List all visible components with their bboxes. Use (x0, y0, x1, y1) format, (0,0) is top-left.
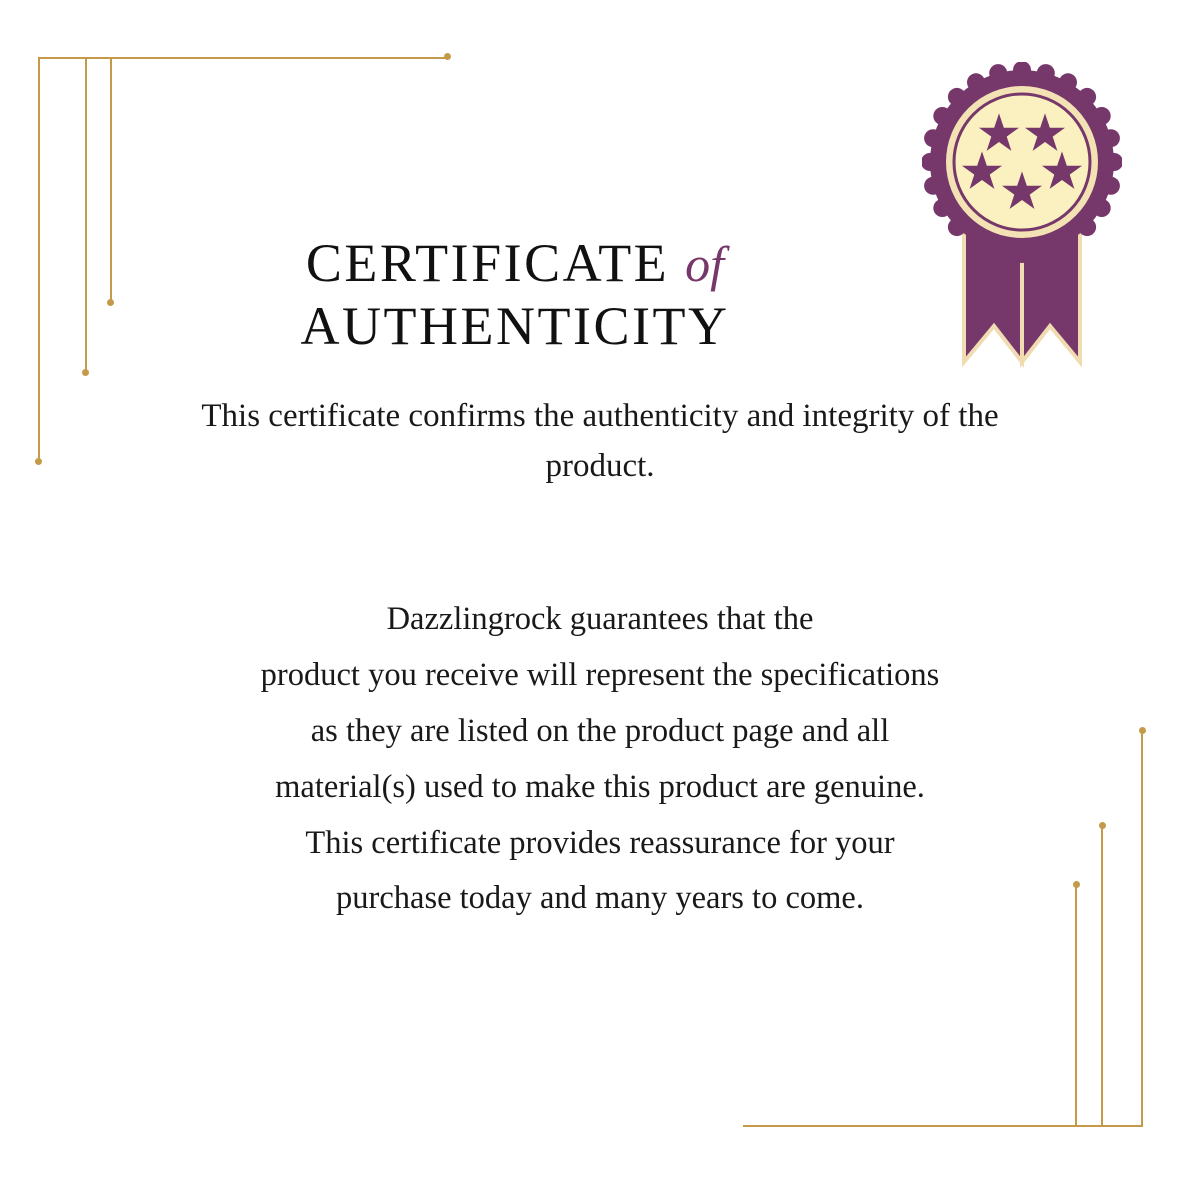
deco-line-horizontal (38, 57, 450, 59)
subtitle-line-1: This certificate confirms the authenticity and (201, 398, 795, 434)
title-italic-of: of (685, 236, 725, 292)
body-line: Dazzlingrock guarantees that the (386, 601, 814, 637)
body-line: product you receive will represent the specifications (260, 656, 940, 693)
deco-dot-vertical-2 (82, 369, 89, 376)
title-line-1 (0, 228, 1030, 299)
body-line: material(s) used to make this product are genuine. (275, 768, 925, 805)
body-line: This certificate provides reassurance for your (305, 824, 895, 861)
deco-line-horizontal (743, 1125, 1143, 1127)
subtitle-line-2: integrity of the product. (545, 398, 999, 484)
page-title (0, 228, 1200, 357)
body-line: purchase today and many years to come. (336, 880, 864, 917)
certificate-subtitle (0, 392, 1200, 491)
title-line-2: AUTHENTICITY (300, 296, 730, 357)
title-main-text: CERTIFICATE (305, 233, 670, 293)
deco-dot-horizontal-end (444, 53, 451, 60)
certificate-body (0, 592, 1200, 927)
body-line: as they are listed on the product page and all (310, 712, 890, 749)
